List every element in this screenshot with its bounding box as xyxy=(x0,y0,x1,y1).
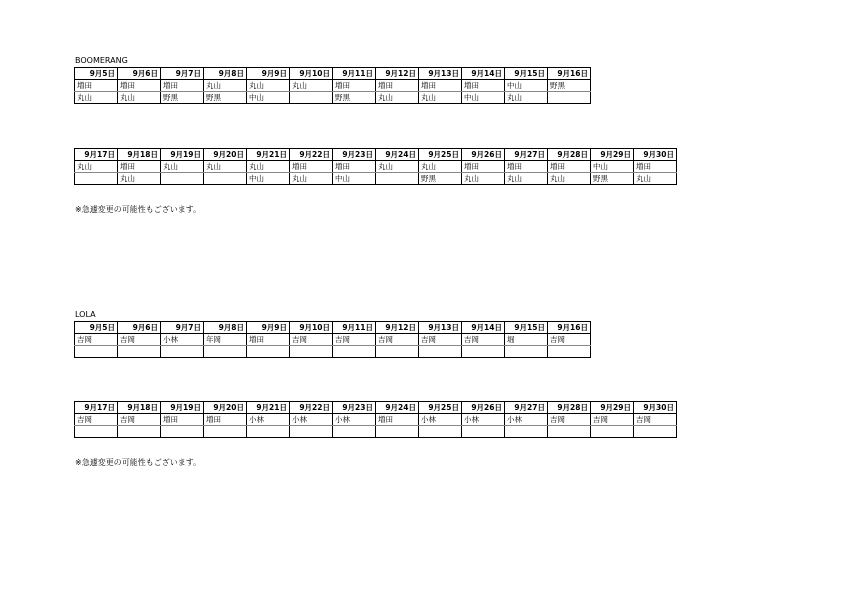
date-cell: 9月10日 xyxy=(290,322,333,334)
date-cell: 9月30日 xyxy=(634,402,677,414)
staff-cell xyxy=(548,426,591,438)
date-cell: 9月17日 xyxy=(75,149,118,161)
staff-cell: 吉岡 xyxy=(634,414,677,426)
staff-cell: 野黒 xyxy=(333,92,376,104)
staff-cell xyxy=(419,346,462,358)
date-cell: 9月12日 xyxy=(376,322,419,334)
staff-cell: 吉岡 xyxy=(419,334,462,346)
staff-cell xyxy=(247,346,290,358)
staff-cell xyxy=(333,426,376,438)
staff-cell xyxy=(462,426,505,438)
date-cell: 9月9日 xyxy=(247,322,290,334)
date-cell: 9月18日 xyxy=(118,402,161,414)
date-cell: 9月17日 xyxy=(75,402,118,414)
date-cell: 9月8日 xyxy=(204,322,247,334)
staff-cell: 丸山 xyxy=(161,161,204,173)
staff-cell: 中山 xyxy=(247,92,290,104)
staff-cell xyxy=(75,346,118,358)
staff-cell: 増田 xyxy=(247,334,290,346)
staff-cell xyxy=(333,346,376,358)
staff-cell xyxy=(376,173,419,185)
staff-cell: 増田 xyxy=(161,80,204,92)
date-header-row xyxy=(75,402,677,414)
staff-cell xyxy=(548,92,591,104)
date-cell: 9月27日 xyxy=(505,149,548,161)
staff-cell: 丸山 xyxy=(290,80,333,92)
staff-cell: 小林 xyxy=(333,414,376,426)
staff-cell: 増田 xyxy=(161,414,204,426)
staff-cell xyxy=(419,426,462,438)
staff-cell: 丸山 xyxy=(419,92,462,104)
staff-cell: 丸山 xyxy=(462,173,505,185)
lola-schedule-table-2 xyxy=(74,401,677,438)
date-cell: 9月25日 xyxy=(419,402,462,414)
staff-cell: 野黒 xyxy=(548,80,591,92)
staff-cell: 丸山 xyxy=(204,80,247,92)
staff-cell: 小林 xyxy=(247,414,290,426)
date-cell: 9月19日 xyxy=(161,402,204,414)
date-cell: 9月21日 xyxy=(247,149,290,161)
staff-cell: 吉岡 xyxy=(118,334,161,346)
date-cell: 9月29日 xyxy=(591,149,634,161)
date-cell: 9月7日 xyxy=(161,322,204,334)
staff-cell: 小林 xyxy=(462,414,505,426)
staff-cell xyxy=(161,426,204,438)
staff-cell: 吉岡 xyxy=(462,334,505,346)
date-header-row xyxy=(75,322,591,334)
staff-cell: 増田 xyxy=(118,80,161,92)
boomerang-schedule-table-1 xyxy=(74,67,591,104)
date-cell: 9月28日 xyxy=(548,149,591,161)
staff-cell: 増田 xyxy=(419,80,462,92)
staff-row xyxy=(75,80,591,92)
date-cell: 9月6日 xyxy=(118,322,161,334)
staff-cell: 野黒 xyxy=(419,173,462,185)
staff-cell xyxy=(161,173,204,185)
date-cell: 9月7日 xyxy=(161,68,204,80)
staff-cell: 増田 xyxy=(548,161,591,173)
date-cell: 9月29日 xyxy=(591,402,634,414)
date-cell: 9月16日 xyxy=(548,322,591,334)
date-cell: 9月15日 xyxy=(505,322,548,334)
date-cell: 9月11日 xyxy=(333,68,376,80)
staff-cell: 丸山 xyxy=(376,161,419,173)
staff-cell: 丸山 xyxy=(505,173,548,185)
staff-cell xyxy=(548,346,591,358)
date-cell: 9月10日 xyxy=(290,68,333,80)
date-cell: 9月21日 xyxy=(247,402,290,414)
date-cell: 9月5日 xyxy=(75,322,118,334)
staff-cell: 丸山 xyxy=(118,92,161,104)
date-cell: 9月15日 xyxy=(505,68,548,80)
staff-cell: 増田 xyxy=(75,80,118,92)
date-cell: 9月23日 xyxy=(333,149,376,161)
date-cell: 9月22日 xyxy=(290,149,333,161)
date-cell: 9月20日 xyxy=(204,149,247,161)
staff-cell: 吉岡 xyxy=(333,334,376,346)
staff-cell: 丸山 xyxy=(204,161,247,173)
staff-cell xyxy=(118,346,161,358)
staff-cell: 丸山 xyxy=(118,173,161,185)
staff-cell: 吉岡 xyxy=(290,334,333,346)
date-cell: 9月14日 xyxy=(462,322,505,334)
staff-cell: 野黒 xyxy=(204,92,247,104)
date-cell: 9月5日 xyxy=(75,68,118,80)
staff-row xyxy=(75,334,591,346)
date-cell: 9月11日 xyxy=(333,322,376,334)
staff-cell: 増田 xyxy=(333,80,376,92)
staff-cell xyxy=(290,346,333,358)
date-cell: 9月24日 xyxy=(376,402,419,414)
staff-cell: 丸山 xyxy=(247,80,290,92)
staff-cell xyxy=(591,426,634,438)
lola-title: LOLA xyxy=(75,310,96,319)
staff-cell: 吉岡 xyxy=(548,334,591,346)
staff-row xyxy=(75,426,677,438)
date-cell: 9月14日 xyxy=(462,68,505,80)
staff-cell: 丸山 xyxy=(75,161,118,173)
staff-cell xyxy=(204,426,247,438)
staff-row xyxy=(75,414,677,426)
date-cell: 9月26日 xyxy=(462,402,505,414)
staff-cell: 吉岡 xyxy=(118,414,161,426)
staff-cell: 丸山 xyxy=(419,161,462,173)
boomerang-schedule-table-2 xyxy=(74,148,677,185)
lola-change-note: ※急遽変更の可能性もございます。 xyxy=(75,458,202,467)
staff-cell: 増田 xyxy=(462,161,505,173)
date-cell: 9月25日 xyxy=(419,149,462,161)
staff-row xyxy=(75,161,677,173)
staff-cell: 増田 xyxy=(505,161,548,173)
date-header-row xyxy=(75,149,677,161)
staff-cell: 野黒 xyxy=(161,92,204,104)
lola-schedule-table-1 xyxy=(74,321,591,358)
date-cell: 9月8日 xyxy=(204,68,247,80)
staff-cell: 中山 xyxy=(505,80,548,92)
date-cell: 9月6日 xyxy=(118,68,161,80)
staff-cell: 吉岡 xyxy=(75,334,118,346)
staff-cell: 吉岡 xyxy=(591,414,634,426)
date-cell: 9月26日 xyxy=(462,149,505,161)
staff-cell: 増田 xyxy=(376,80,419,92)
date-cell: 9月24日 xyxy=(376,149,419,161)
staff-cell: 年岡 xyxy=(204,334,247,346)
staff-cell: 中山 xyxy=(462,92,505,104)
staff-cell xyxy=(376,346,419,358)
staff-cell: 吉岡 xyxy=(75,414,118,426)
date-cell: 9月28日 xyxy=(548,402,591,414)
date-cell: 9月30日 xyxy=(634,149,677,161)
staff-cell: 中山 xyxy=(333,173,376,185)
staff-cell: 堀 xyxy=(505,334,548,346)
staff-cell: 中山 xyxy=(247,173,290,185)
staff-cell: 丸山 xyxy=(376,92,419,104)
staff-cell: 増田 xyxy=(634,161,677,173)
staff-cell xyxy=(204,346,247,358)
boomerang-change-note: ※急遽変更の可能性もございます。 xyxy=(75,205,202,214)
staff-cell: 増田 xyxy=(333,161,376,173)
date-cell: 9月16日 xyxy=(548,68,591,80)
date-header-row xyxy=(75,68,591,80)
staff-row xyxy=(75,173,677,185)
date-cell: 9月23日 xyxy=(333,402,376,414)
date-cell: 9月12日 xyxy=(376,68,419,80)
date-cell: 9月13日 xyxy=(419,322,462,334)
staff-cell xyxy=(204,173,247,185)
staff-cell xyxy=(161,346,204,358)
staff-cell: 野黒 xyxy=(591,173,634,185)
staff-cell xyxy=(505,346,548,358)
date-cell: 9月19日 xyxy=(161,149,204,161)
date-cell: 9月13日 xyxy=(419,68,462,80)
staff-cell xyxy=(247,426,290,438)
staff-cell: 増田 xyxy=(204,414,247,426)
staff-cell: 丸山 xyxy=(247,161,290,173)
staff-cell xyxy=(75,426,118,438)
staff-cell xyxy=(376,426,419,438)
staff-cell xyxy=(75,173,118,185)
staff-cell: 丸山 xyxy=(634,173,677,185)
staff-cell xyxy=(505,426,548,438)
staff-cell: 増田 xyxy=(118,161,161,173)
staff-cell xyxy=(290,92,333,104)
staff-row xyxy=(75,346,591,358)
date-cell: 9月9日 xyxy=(247,68,290,80)
staff-row xyxy=(75,92,591,104)
date-cell: 9月27日 xyxy=(505,402,548,414)
staff-cell: 小林 xyxy=(290,414,333,426)
staff-cell: 小林 xyxy=(161,334,204,346)
staff-cell: 吉岡 xyxy=(548,414,591,426)
date-cell: 9月20日 xyxy=(204,402,247,414)
staff-cell: 丸山 xyxy=(290,173,333,185)
staff-cell: 丸山 xyxy=(75,92,118,104)
staff-cell: 吉岡 xyxy=(376,334,419,346)
staff-cell: 増田 xyxy=(462,80,505,92)
staff-cell xyxy=(290,426,333,438)
staff-cell: 増田 xyxy=(290,161,333,173)
staff-cell: 増田 xyxy=(376,414,419,426)
date-cell: 9月18日 xyxy=(118,149,161,161)
staff-cell xyxy=(634,426,677,438)
boomerang-title: BOOMERANG xyxy=(75,56,128,65)
staff-cell: 丸山 xyxy=(548,173,591,185)
date-cell: 9月22日 xyxy=(290,402,333,414)
staff-cell xyxy=(118,426,161,438)
staff-cell: 丸山 xyxy=(505,92,548,104)
staff-cell xyxy=(462,346,505,358)
staff-cell: 小林 xyxy=(505,414,548,426)
staff-cell: 中山 xyxy=(591,161,634,173)
staff-cell: 小林 xyxy=(419,414,462,426)
